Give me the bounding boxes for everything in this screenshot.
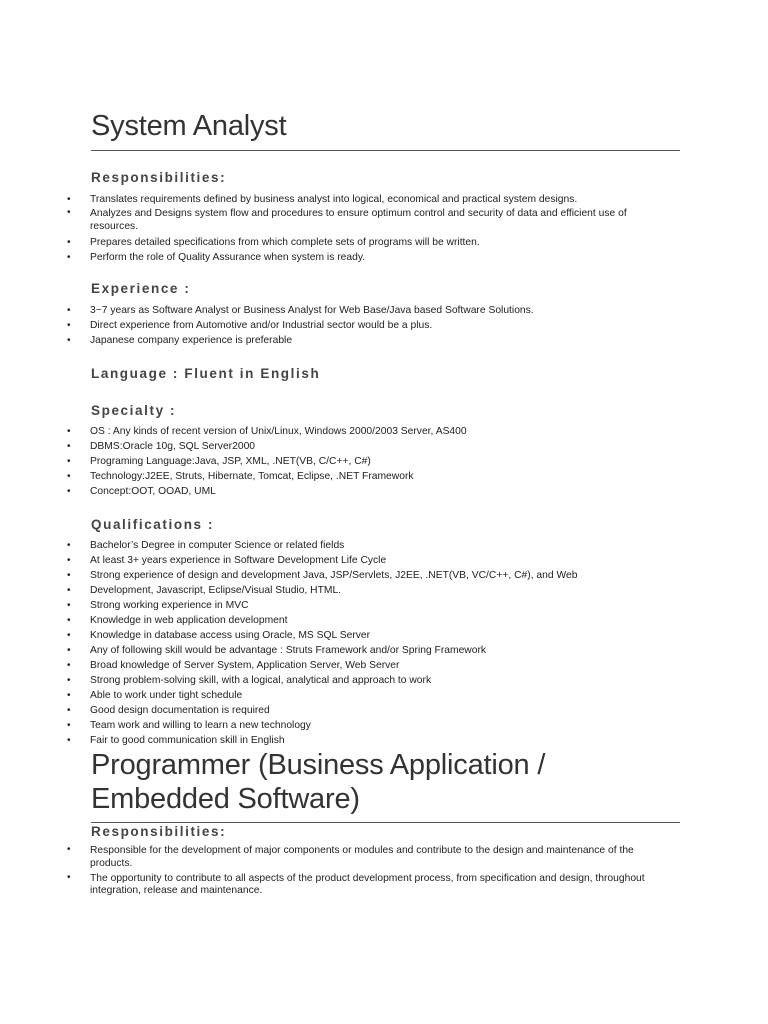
list-item	[0, 733, 670, 748]
list-item-text: Concept:OOT, OOAD, UML	[90, 486, 216, 497]
bullet-icon: •	[67, 570, 71, 581]
list-item-text: Bachelor’s Degree in computer Science or related fields	[90, 540, 345, 551]
list-item	[0, 439, 670, 454]
list-item	[0, 303, 670, 318]
bullet-icon: •	[67, 720, 71, 731]
list-item	[0, 658, 670, 673]
list-item	[0, 844, 670, 872]
list-item	[0, 703, 670, 718]
list-item-text: Japanese company experience is preferable	[90, 335, 293, 346]
list-item-text: Broad knowledge of Server System, Application Server, Web Server	[90, 660, 400, 671]
bullet-icon: •	[67, 645, 71, 656]
list-item-text: Direct experience from Automotive and/or Industrial sector would be a plus.	[90, 320, 433, 331]
bullet-icon: •	[67, 660, 71, 671]
list-item-text: Strong problem-solving skill, with a logical, analytical and approach to work	[90, 675, 432, 686]
list-item-text: Strong experience of design and development Java, JSP/Servlets, J2EE, .NET(VB, VC/C++, C#), and Web	[90, 570, 578, 581]
list-item	[0, 553, 670, 568]
list-item-text: At least 3+ years experience in Software Development Life Cycle	[90, 555, 387, 566]
list-item-text: Development, Javascript, Eclipse/Visual Studio, HTML.	[90, 585, 342, 596]
bullet-icon: •	[67, 236, 71, 248]
list-item	[0, 454, 670, 469]
bullet-icon: •	[67, 735, 71, 746]
list-item	[0, 613, 670, 628]
list-item-text: OS : Any kinds of recent version of Unix/Linux, Windows 2000/2003 Server, AS400	[90, 426, 467, 437]
bullet-icon: •	[67, 630, 71, 641]
bullet-icon: •	[67, 320, 71, 331]
list-item	[0, 250, 670, 265]
list-item	[0, 872, 670, 900]
bullet-icon: •	[67, 251, 71, 263]
list-item-text: Any of following skill would be advantage : Struts Framework and/or Spring Framework	[90, 645, 487, 656]
bullet-icon: •	[67, 675, 71, 686]
job-title-system-analyst: System Analyst	[91, 110, 287, 142]
list-item-text: Strong working experience in MVC	[90, 600, 249, 611]
list-item	[0, 718, 670, 733]
bullet-icon: •	[67, 600, 71, 611]
list-item-text: Perform the role of Quality Assurance when system is ready.	[90, 251, 366, 263]
bullet-icon: •	[67, 871, 71, 883]
list-item	[0, 318, 670, 333]
bullet-icon: •	[67, 540, 71, 551]
job-title-programmer-line1: Programmer (Business Application /	[91, 749, 546, 781]
list-item-text: Team work and willing to learn a new technology	[90, 720, 311, 731]
specialty-list	[0, 424, 670, 499]
responsibilities-list	[0, 192, 670, 265]
bullet-icon: •	[67, 456, 71, 467]
job-title-programmer-line2: Embedded Software)	[91, 783, 360, 815]
list-item	[0, 333, 670, 348]
bullet-icon: •	[67, 426, 71, 437]
list-item	[0, 628, 670, 643]
list-item	[0, 673, 670, 688]
list-item-text: DBMS:Oracle 10g, SQL Server2000	[90, 441, 256, 452]
title-rule	[91, 822, 680, 823]
list-item-text: Prepares detailed specifications from which complete sets of programs will be written.	[90, 236, 480, 248]
qualifications-list	[0, 538, 670, 748]
list-item-text: Good design documentation is required	[90, 705, 270, 716]
experience-list	[0, 303, 670, 348]
bullet-icon: •	[67, 335, 71, 346]
title-rule	[91, 150, 680, 151]
list-item	[0, 598, 670, 613]
list-item-text: Technology:J2EE, Struts, Hibernate, Tomcat, Eclipse, .NET Framework	[90, 471, 414, 482]
bullet-icon: •	[67, 207, 71, 218]
list-item	[0, 484, 670, 499]
bullet-icon: •	[67, 486, 71, 497]
section-heading-qualifications: Qualifications :	[91, 517, 215, 532]
list-item-text: Programing Language:Java, JSP, XML, .NET(VB, C/C++, C#)	[90, 456, 371, 467]
bullet-icon: •	[67, 690, 71, 701]
list-item-text: The opportunity to contribute to all aspects of the product development process, from specification and design, throughout integration, release and maintenance.	[90, 872, 645, 896]
list-item-text: Responsible for the development of major components or modules and contribute to the design and maintenance of the products.	[90, 845, 634, 869]
list-item-text: Fair to good communication skill in English	[90, 735, 285, 746]
bullet-icon: •	[67, 441, 71, 452]
bullet-icon: •	[67, 585, 71, 596]
list-item-text: Able to work under tight schedule	[90, 690, 243, 701]
list-item-text: Knowledge in web application development	[90, 615, 288, 626]
bullet-icon: •	[67, 844, 71, 855]
list-item	[0, 688, 670, 703]
bullet-icon: •	[67, 555, 71, 566]
bullet-icon: •	[67, 471, 71, 482]
list-item-text: Analyzes and Designs system flow and procedures to ensure optimum control and security of data and efficient use of resources.	[90, 208, 627, 232]
list-item	[0, 469, 670, 484]
bullet-icon: •	[67, 705, 71, 716]
list-item-text: 3~7 years as Software Analyst or Business Analyst for Web Base/Java based Software Solutions.	[90, 305, 534, 316]
bullet-icon: •	[67, 194, 71, 205]
list-item	[0, 424, 670, 439]
list-item	[0, 538, 670, 553]
list-item	[0, 583, 670, 598]
list-item	[0, 235, 670, 250]
list-item-text: Knowledge in database access using Oracle, MS SQL Server	[90, 630, 371, 641]
section-heading-language: Language : Fluent in English	[91, 366, 321, 381]
list-item-text: Translates requirements defined by business analyst into logical, economical and practical system designs.	[90, 194, 578, 205]
programmer-responsibilities-list	[0, 844, 670, 899]
list-item	[0, 192, 670, 207]
section-heading-responsibilities: Responsibilities:	[91, 824, 227, 839]
section-heading-responsibilities: Responsibilities:	[91, 170, 227, 185]
section-heading-specialty: Specialty :	[91, 403, 177, 418]
bullet-icon: •	[67, 305, 71, 316]
list-item	[0, 568, 670, 583]
bullet-icon: •	[67, 615, 71, 626]
section-heading-experience: Experience :	[91, 281, 191, 296]
list-item	[0, 643, 670, 658]
list-item	[0, 207, 670, 235]
